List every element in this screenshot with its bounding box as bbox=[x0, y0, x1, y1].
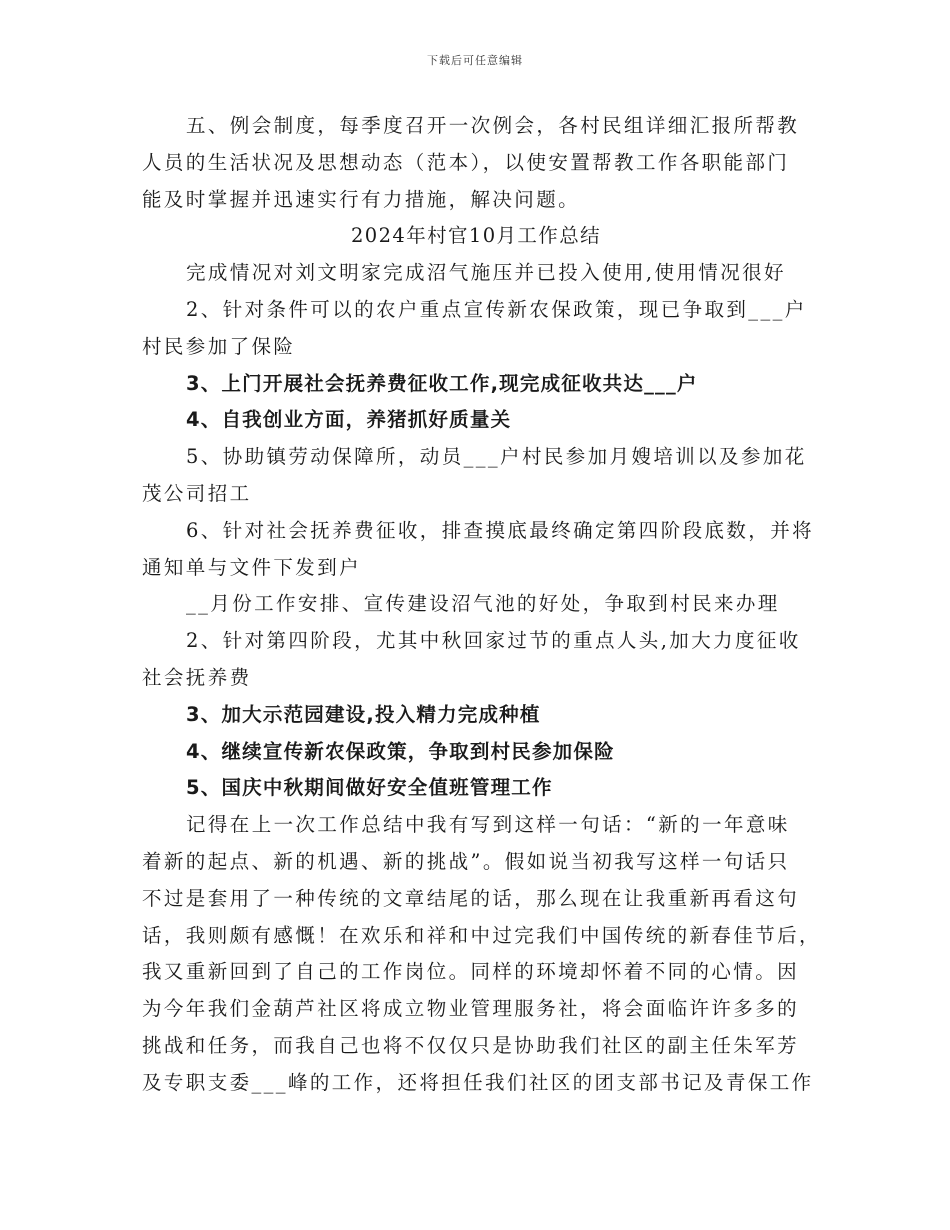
paragraph-line: 挑战和任务，而我自己也将不仅仅只是协助我们社区的副主任朱军芳 bbox=[142, 1033, 800, 1057]
paragraph-line: 人员的生活状况及思想动态（范本），以使安置帮教工作各职能部门 bbox=[142, 150, 790, 174]
paragraph-line: 2、针对条件可以的农户重点宣传新农保政策，现已争取到___户 bbox=[186, 297, 807, 321]
paragraph-line: 社会抚养费 bbox=[142, 665, 252, 689]
document-body bbox=[142, 108, 821, 1102]
paragraph-line: 及专职支委___峰的工作，还将担任我们社区的团支部书记及青保工作 bbox=[142, 1070, 814, 1094]
paragraph-line: 我又重新回到了自己的工作岗位。同样的环境却怀着不同的心情。因 bbox=[142, 960, 800, 984]
paragraph-line: 村民参加了保险 bbox=[142, 334, 296, 358]
paragraph-line: 5、协助镇劳动保障所，动员___户村民参加月嫂培训以及参加花 bbox=[186, 445, 807, 469]
paragraph-line: 完成情况对刘文明家完成沼气施压并已投入使用,使用情况很好 bbox=[186, 261, 786, 285]
paragraph-line: 着新的起点、新的机遇、新的挑战”。假如说当初我写这样一句话只 bbox=[142, 849, 790, 873]
bold-item: 3、加大示范园建设,投入精力完成种植 bbox=[186, 702, 541, 726]
paragraph-line: 为今年我们金葫芦社区将成立物业管理服务社，将会面临许许多多的 bbox=[142, 997, 800, 1021]
bold-item: 4、继续宣传新农保政策，争取到村民参加保险 bbox=[186, 739, 615, 763]
document-title: 2024年村官10月工作总结 bbox=[350, 224, 602, 248]
paragraph-line: 2、针对第四阶段，尤其中秋回家过节的重点人头,加大力度征收 bbox=[186, 629, 801, 653]
paragraph-line: 茂公司招工 bbox=[142, 481, 252, 505]
paragraph-line: 话，我则颇有感慨！在欢乐和祥和中过完我们中国传统的新春佳节后， bbox=[142, 923, 821, 947]
paragraph-line: 不过是套用了一种传统的文章结尾的话，那么现在让我重新再看这句 bbox=[142, 886, 800, 910]
paragraph-line: __月份工作安排、宣传建设沼气池的好处，争取到村民来办理 bbox=[186, 592, 780, 616]
paragraph-line: 记得在上一次工作总结中我有写到这样一句话：“新的一年意味 bbox=[186, 813, 790, 837]
bold-item: 4、自我创业方面，养猪抓好质量关 bbox=[186, 408, 512, 432]
bold-item: 5、国庆中秋期间做好安全值班管理工作 bbox=[186, 776, 553, 800]
paragraph-line: 通知单与文件下发到户 bbox=[142, 555, 362, 579]
paragraph-line: 能及时掌握并迅速实行有力措施，解决问题。 bbox=[142, 187, 581, 211]
bold-item: 3、上门开展社会抚养费征收工作,现完成征收共达___户 bbox=[186, 371, 698, 395]
paragraph-line: 五、例会制度，每季度召开一次例会，各村民组详细汇报所帮教 bbox=[186, 114, 800, 137]
paragraph-line: 6、针对社会抚养费征收，排查摸底最终确定第四阶段底数，并将 bbox=[186, 518, 815, 542]
page-header-note: 下载后可任意编辑 bbox=[427, 54, 523, 67]
